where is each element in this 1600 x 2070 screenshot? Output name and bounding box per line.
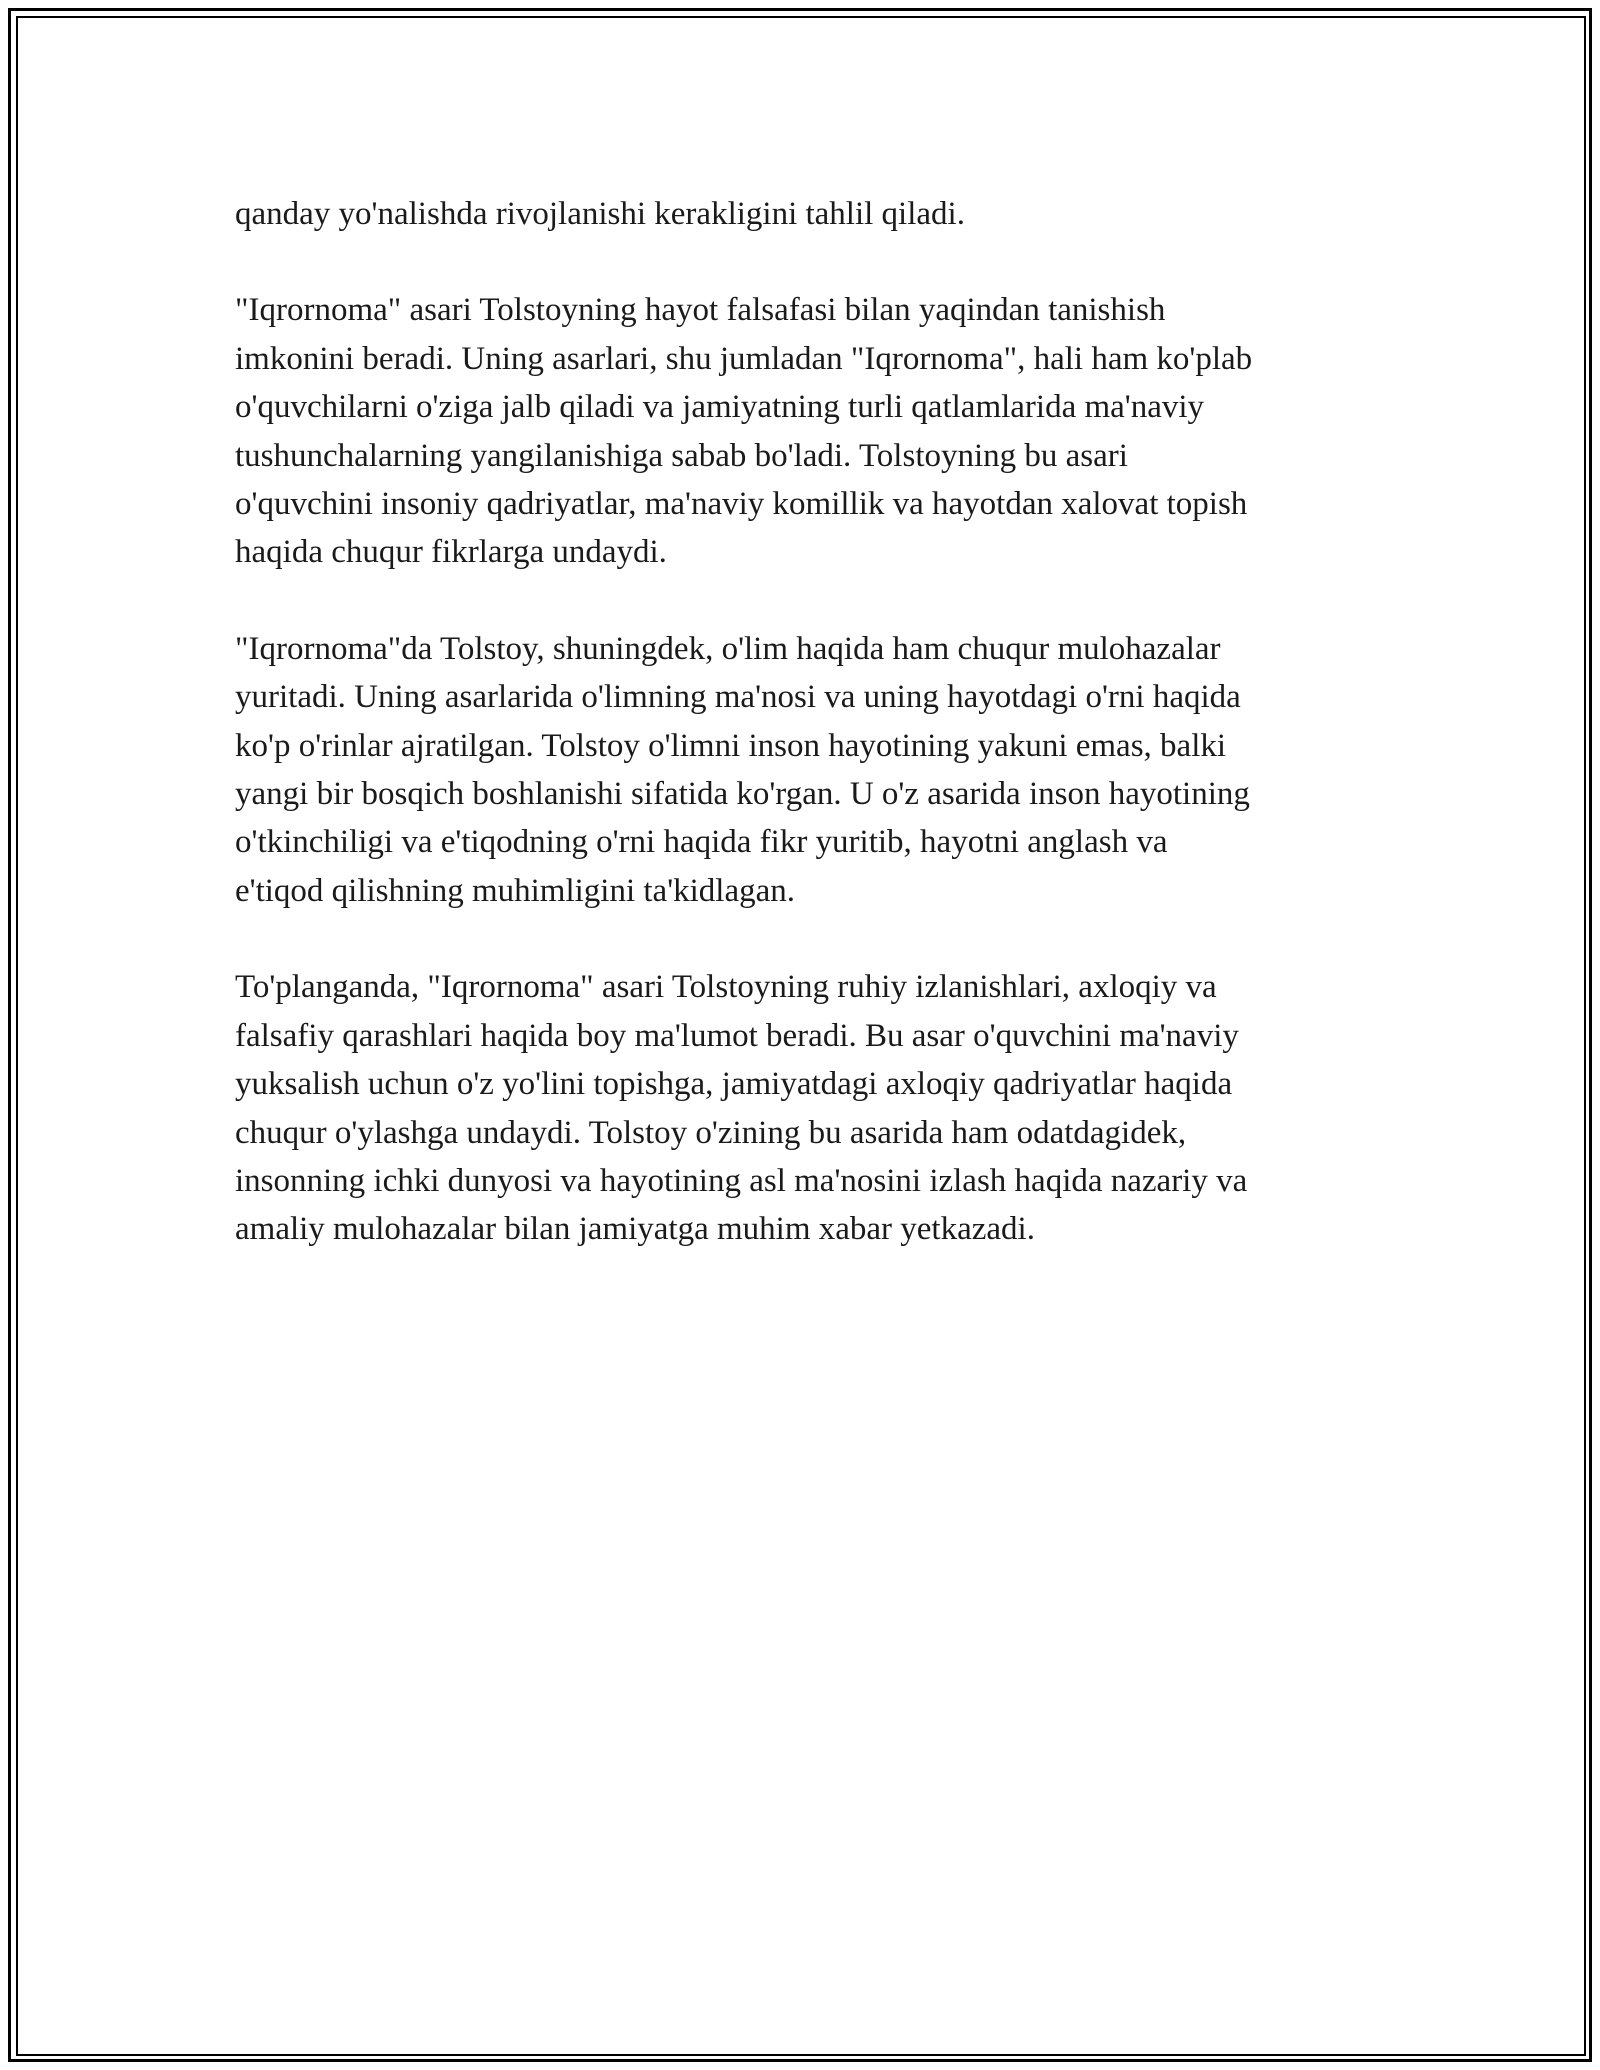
text-line: "Iqrornoma"da Tolstoy, shuningdek, o'lim haqida ham chuqur mulohazalar	[235, 630, 1221, 667]
text-line: o'quvchini insoniy qadriyatlar, ma'naviy komillik va hayotdan xalovat topish	[235, 486, 1248, 523]
paragraph-4	[235, 963, 1385, 1253]
text-line: chuqur o'ylashga undaydi. Tolstoy o'zining bu asarida ham odatdagidek,	[235, 1114, 1187, 1151]
text-line: qanday yo'nalishda rivojlanishi kerakligini tahlil qiladi.	[235, 196, 965, 232]
text-line: To'planganda, "Iqrornoma" asari Tolstoyning ruhiy izlanishlari, axloqiy va	[235, 969, 1217, 1006]
text-line: e'tiqod qilishning muhimligini ta'kidlagan.	[235, 872, 796, 909]
document-body	[235, 190, 1385, 1302]
text-line: ko'p o'rinlar ajratilgan. Tolstoy o'limni inson hayotining yakuni emas, balki	[235, 727, 1227, 764]
text-line: yuksalish uchun o'z yo'lini topishga, jamiyatdagi axloqiy qadriyatlar haqida	[235, 1066, 1233, 1103]
text-line: falsafiy qarashlari haqida boy ma'lumot beradi. Bu asar o'quvchini ma'naviy	[235, 1017, 1239, 1054]
text-line: o'tkinchiligi va e'tiqodning o'rni haqida fikr yuritib, hayotni anglash va	[235, 824, 1168, 861]
text-line: "Iqrornoma" asari Tolstoyning hayot falsafasi bilan yaqindan tanishish	[235, 292, 1166, 329]
text-line: yangi bir bosqich boshlanishi sifatida ko'rgan. U o'z asarida inson hayotining	[235, 776, 1250, 813]
text-line: imkonini beradi. Uning asarlari, shu jumladan "Iqrornoma", hali ham ko'plab	[235, 340, 1253, 377]
paragraph-3	[235, 625, 1385, 915]
text-line: haqida chuqur fikrlarga undaydi.	[235, 534, 667, 571]
text-line: yuritadi. Uning asarlarida o'limning ma'nosi va uning hayotdagi o'rni haqida	[235, 679, 1241, 716]
text-line: amaliy mulohazalar bilan jamiyatga muhim xabar yetkazadi.	[235, 1211, 1035, 1248]
paragraph-1	[235, 190, 1385, 238]
text-line: tushunchalarning yangilanishiga sabab bo'ladi. Tolstoyning bu asari	[235, 437, 1128, 474]
text-line: o'quvchilarni o'ziga jalb qiladi va jamiyatning turli qatlamlarida ma'naviy	[235, 389, 1205, 426]
text-line: insonning ichki dunyosi va hayotining asl ma'nosini izlash haqida nazariy va	[235, 1162, 1248, 1199]
paragraph-2	[235, 286, 1385, 576]
